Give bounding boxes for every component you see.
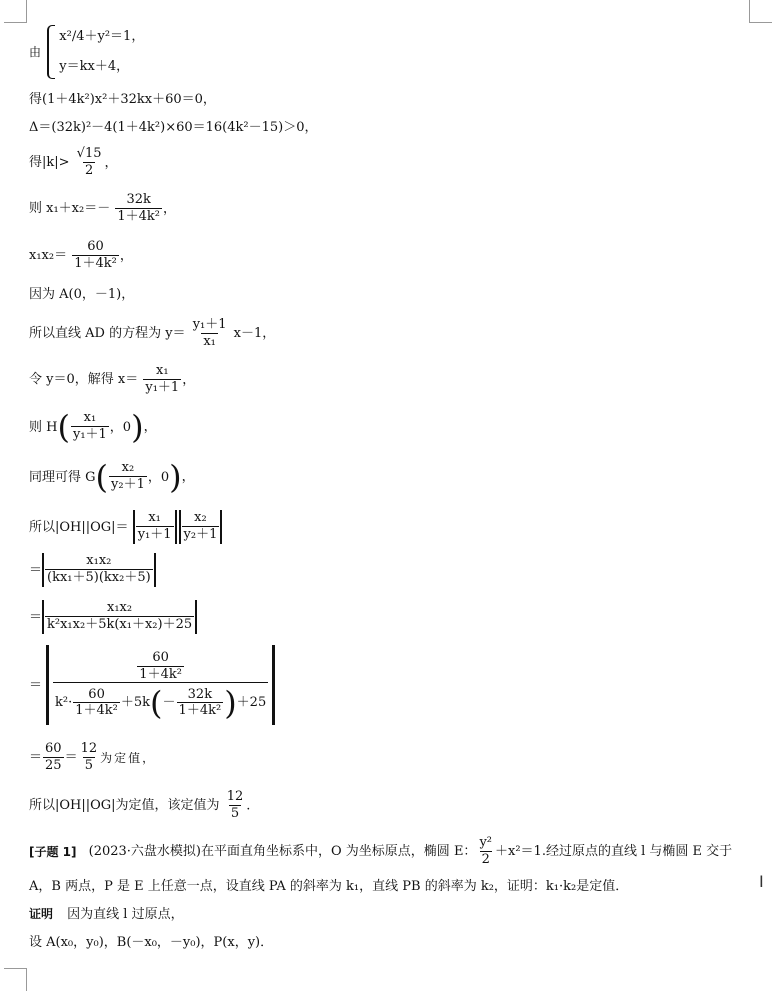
equation-system-line: 由 x²/4＋y²＝1， y＝kx＋4，	[29, 22, 144, 82]
subproblem-line-2: A，B 两点，P 是 E 上任意一点，设直线 PA 的斜率为 k₁，直线 PB 的斜率为 k₂，证明：k₁·k₂是定值．	[29, 879, 629, 894]
step-2-line: ＝ $\frac{\text{x₁x₂}}{\text{(kx₁＋5)(kx₂＋5)}}$	[29, 553, 156, 587]
sum-roots-line: 则 x₁＋x₂＝－ $\frac{32k}{\text{1＋4k²}}$ ，	[29, 192, 177, 224]
point-a-line: 因为 A(0，－1)，	[29, 287, 135, 302]
crop-mark-top-left	[4, 0, 27, 23]
quadratic-line: 得(1＋4k²)x²＋32kx＋60＝0，	[29, 92, 216, 107]
conclusion-line: 所以|OH||OG|为定值，该定值为 $\frac{12}{5}$ .	[29, 789, 251, 821]
discriminant-line: Δ＝(32k)²－4(1＋4k²)×60＝16(4k²－15)＞0，	[29, 120, 318, 135]
system-eq-2: y＝kx＋4，	[59, 59, 130, 74]
constant-value-line: ＝ $\frac{60}{25}$ ＝ $\frac{12}{5}$ 为定值，	[29, 741, 157, 773]
proof-line-2: 设 A(x₀，y₀)，B(－x₀，－y₀)，P(x，y)．	[29, 935, 274, 950]
proof-line-1: 证明 因为直线 l 过原点，	[29, 907, 184, 922]
point-g-line: 同理可得 G( $\frac{\text{x₂}}{\text{y₂＋1}}$ ，0)，	[29, 458, 195, 496]
left-brace	[47, 25, 55, 79]
proof-label: 证明	[29, 907, 54, 921]
line-ad-equation: 所以直线 AD 的方程为 y＝ $\frac{\text{y₁＋1}}{\text{x₁}}$ x－1，	[29, 317, 276, 349]
system-eq-1: x²/4＋y²＝1，	[59, 29, 145, 44]
solve-x-line: 令 y＝0，解得 x＝ $\frac{\text{x₁}}{\text{y₁＋1}}$ ，	[29, 363, 196, 395]
subproblem-label: [子题 1]	[29, 844, 77, 859]
product-roots-line: x₁x₂＝ $\frac{60}{\text{1＋4k²}}$ ，	[29, 239, 133, 271]
oh-og-line: 所以|OH||OG|＝ $\frac{\text{x₁}}{\text{y₁＋1}}$ $\frac{\text{x₂}}{\text{y₂＋1}}$	[29, 510, 222, 544]
crop-mark-top-right	[749, 0, 772, 23]
step-4-line: ＝ $\frac{60}{\text{1＋4k²}}$ k²· $\frac{60}{\text{1＋4k²}}$ ＋5k(－ $\frac{32k}{\text{1＋4k²}}$ )＋25	[29, 645, 275, 725]
subproblem-line-1: [子题 1] (2023·六盘水模拟)在平面直角坐标系中，O 为坐标原点，椭圆 E： $\frac{\text{y²}}{2}$ ＋x²＝1.经过原点的直线 l 与椭圆 E 交于	[29, 835, 733, 867]
step-3-line: ＝ $\frac{\text{x₁x₂}}{\text{k²x₁x₂＋5k(x₁＋x₂)＋25}}$	[29, 600, 197, 634]
text-cursor-icon: I	[759, 872, 764, 891]
k-range-line: 得|k|> $\frac{√15}{2}$ ，	[29, 146, 118, 178]
crop-mark-bottom-left	[4, 968, 27, 991]
point-h-line: 则 H( $\frac{\text{x₁}}{\text{y₁＋1}}$ ，0)，	[29, 408, 157, 446]
